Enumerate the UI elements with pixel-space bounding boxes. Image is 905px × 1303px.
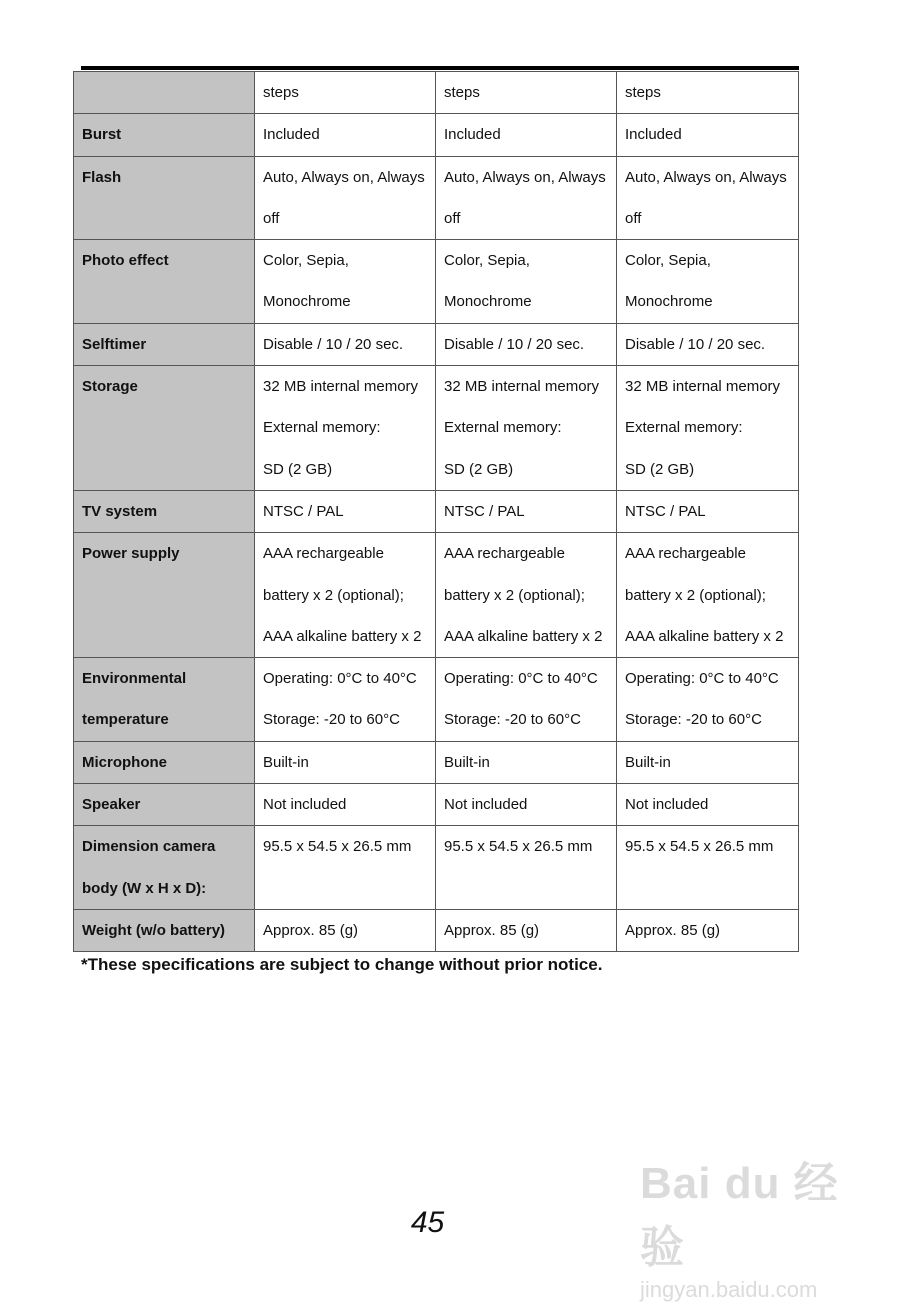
spec-value-line: Auto, Always on, Always (625, 168, 787, 186)
spec-value-line: Approx. 85 (g) (444, 921, 540, 939)
spec-label (74, 490, 255, 532)
spec-row (74, 784, 799, 826)
baidu-watermark (640, 1147, 850, 1302)
spec-value (436, 533, 617, 658)
spec-row (74, 658, 799, 742)
spec-row (74, 826, 799, 910)
watermark-logo: Bai du 经验 (640, 1159, 839, 1272)
spec-value (436, 72, 617, 114)
spec-value-line: steps (444, 84, 480, 101)
spec-row (74, 114, 799, 156)
spec-label (74, 156, 255, 240)
spec-label-line: Weight (w/o battery) (82, 921, 226, 939)
spec-value-line: Included (625, 126, 682, 144)
spec-value-line: AAA alkaline battery x 2 (444, 627, 603, 645)
spec-value (436, 658, 617, 742)
spec-value-line: Auto, Always on, Always (263, 168, 425, 186)
spec-value (617, 366, 799, 491)
spec-value (436, 156, 617, 240)
spec-value-line: battery x 2 (optional); (444, 586, 585, 604)
spec-value-line: Included (263, 126, 320, 144)
spec-value (436, 114, 617, 156)
spec-value-line: Approx. 85 (g) (625, 921, 721, 939)
watermark-url: jingyan.baidu.com (640, 1277, 818, 1302)
spec-label-line: temperature (82, 711, 169, 729)
spec-value-line: battery x 2 (optional); (263, 586, 404, 604)
spec-table (73, 71, 799, 952)
spec-value-line: battery x 2 (optional); (625, 586, 766, 604)
spec-value-line: Built-in (444, 753, 490, 771)
spec-label-line: Environmental (82, 670, 187, 688)
spec-value (255, 658, 436, 742)
spec-value (436, 741, 617, 783)
spec-label (74, 909, 255, 951)
spec-value-line: steps (625, 84, 661, 101)
spec-value-line: 32 MB internal memory (625, 378, 781, 396)
spec-label (74, 658, 255, 742)
spec-value (436, 366, 617, 491)
spec-label-line: Flash (82, 168, 122, 186)
spec-value-line: steps (263, 84, 299, 101)
spec-value (617, 240, 799, 324)
spec-value-line: Storage: -20 to 60°C (263, 711, 400, 729)
spec-value (617, 741, 799, 783)
spec-value-line: Monochrome (444, 293, 532, 311)
spec-value (255, 72, 436, 114)
spec-value-line: Not included (625, 796, 709, 814)
spec-value-line: SD (2 GB) (263, 460, 333, 478)
spec-value (436, 826, 617, 910)
spec-value-line: Storage: -20 to 60°C (444, 711, 581, 729)
spec-value (617, 490, 799, 532)
spec-label (74, 366, 255, 491)
spec-value (255, 490, 436, 532)
spec-value (255, 156, 436, 240)
spec-value-line: External memory: (263, 419, 381, 437)
spec-value-line: Color, Sepia, (625, 252, 711, 270)
spec-value-line: off (263, 209, 280, 227)
top-rule (81, 66, 799, 70)
spec-value-line: Monochrome (263, 293, 351, 311)
spec-label (74, 826, 255, 910)
spec-value-line: Operating: 0°C to 40°C (625, 670, 779, 688)
spec-value-line: Operating: 0°C to 40°C (263, 670, 417, 688)
spec-row (74, 533, 799, 658)
spec-value-line: Disable / 10 / 20 sec. (444, 335, 585, 353)
spec-label-line: Selftimer (82, 335, 147, 353)
spec-label (74, 114, 255, 156)
spec-row (74, 741, 799, 783)
spec-value-line: External memory: (625, 419, 743, 437)
spec-value (617, 323, 799, 365)
spec-value (255, 784, 436, 826)
spec-value (255, 533, 436, 658)
spec-value-line: 95.5 x 54.5 x 26.5 mm (444, 838, 593, 856)
spec-value (436, 240, 617, 324)
spec-value-line: Color, Sepia, (263, 252, 349, 270)
spec-value-line: Not included (444, 796, 528, 814)
spec-value-line: NTSC / PAL (625, 502, 706, 520)
spec-value (255, 741, 436, 783)
spec-value-line: Disable / 10 / 20 sec. (263, 335, 404, 353)
spec-label-line: Power supply (82, 545, 180, 563)
spec-value-line: AAA rechargeable (263, 545, 384, 563)
spec-value-line: Monochrome (625, 293, 713, 311)
spec-label (74, 323, 255, 365)
spec-value (436, 323, 617, 365)
spec-label-line: Storage (82, 378, 138, 396)
spec-label (74, 72, 255, 114)
spec-value-line: SD (2 GB) (444, 460, 514, 478)
spec-value-line: NTSC / PAL (444, 502, 525, 520)
spec-value (255, 240, 436, 324)
spec-value (255, 366, 436, 491)
spec-value (255, 323, 436, 365)
spec-value (436, 784, 617, 826)
spec-value (617, 784, 799, 826)
spec-label-line: TV system (82, 502, 158, 520)
spec-value-line: off (625, 209, 642, 227)
spec-value-line: 32 MB internal memory (263, 378, 419, 396)
spec-row (74, 366, 799, 491)
spec-value-line: AAA rechargeable (625, 545, 746, 563)
spec-label-line: Speaker (82, 796, 141, 814)
spec-value (436, 490, 617, 532)
spec-row (74, 156, 799, 240)
spec-label (74, 533, 255, 658)
spec-value-line: External memory: (444, 419, 562, 437)
spec-label (74, 784, 255, 826)
spec-value-line: AAA alkaline battery x 2 (625, 627, 784, 645)
spec-value-line: Operating: 0°C to 40°C (444, 670, 598, 688)
spec-row (74, 240, 799, 324)
spec-value-line: 95.5 x 54.5 x 26.5 mm (625, 838, 774, 856)
spec-row (74, 323, 799, 365)
spec-value-line: NTSC / PAL (263, 502, 344, 520)
spec-value-line: Auto, Always on, Always (444, 168, 606, 186)
spec-label-line: Dimension camera (82, 838, 216, 856)
spec-value-line: Storage: -20 to 60°C (625, 711, 762, 729)
spec-value-line: 32 MB internal memory (444, 378, 600, 396)
spec-row (74, 72, 799, 114)
spec-value-line: off (444, 209, 461, 227)
spec-value (617, 658, 799, 742)
spec-value-line: AAA alkaline battery x 2 (263, 627, 422, 645)
spec-value (255, 909, 436, 951)
spec-value (436, 909, 617, 951)
spec-value (255, 826, 436, 910)
spec-value (617, 72, 799, 114)
spec-row (74, 909, 799, 951)
spec-value-line: Disable / 10 / 20 sec. (625, 335, 766, 353)
spec-value (255, 114, 436, 156)
spec-value (617, 909, 799, 951)
spec-value-line: Not included (263, 796, 347, 814)
disclaimer-note: *These specifications are subject to change without prior notice. (81, 955, 603, 974)
spec-value (617, 826, 799, 910)
page-number: 45 (410, 1206, 445, 1239)
spec-value-line: Built-in (263, 753, 309, 771)
spec-label (74, 240, 255, 324)
spec-label-line: Photo effect (82, 252, 169, 270)
spec-value-line: 95.5 x 54.5 x 26.5 mm (263, 838, 412, 856)
spec-label-line: body (W x H x D): (82, 879, 207, 897)
spec-value-line: Included (444, 126, 501, 144)
spec-value-line: Built-in (625, 753, 671, 771)
spec-value (617, 533, 799, 658)
spec-label-line: Microphone (82, 753, 167, 771)
spec-value-line: Approx. 85 (g) (263, 921, 359, 939)
spec-value-line: Color, Sepia, (444, 252, 530, 270)
spec-value-line: AAA rechargeable (444, 545, 565, 563)
spec-label (74, 741, 255, 783)
spec-label-line (82, 72, 254, 113)
spec-value (617, 156, 799, 240)
spec-value-line: SD (2 GB) (625, 460, 695, 478)
spec-label-line: Burst (82, 126, 122, 144)
spec-value (617, 114, 799, 156)
spec-row (74, 490, 799, 532)
